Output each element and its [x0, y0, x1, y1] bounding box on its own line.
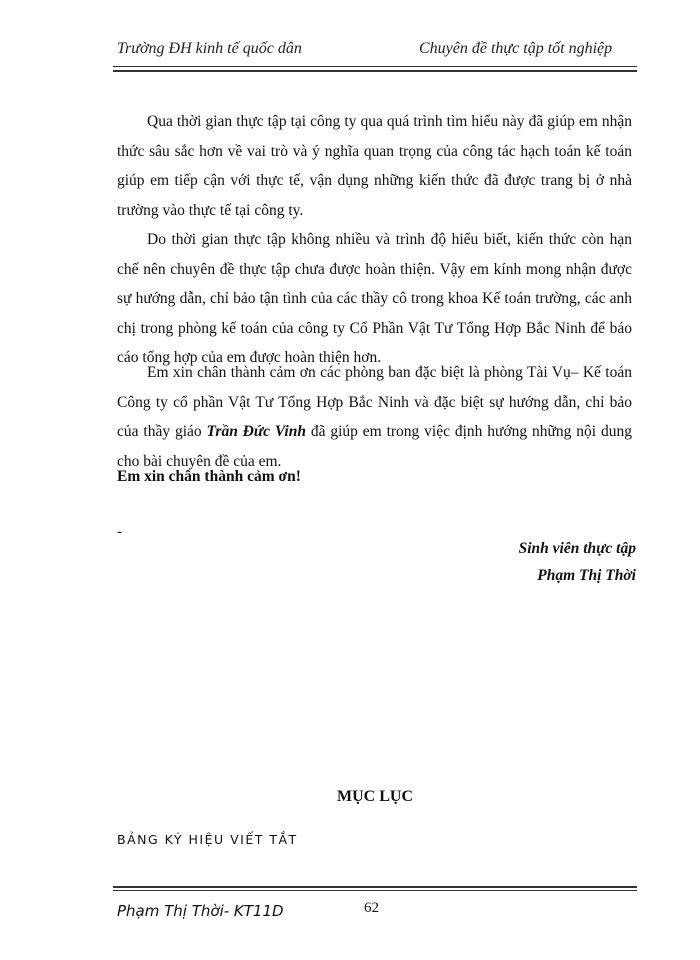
- paragraph-3-start: Em xin chân thành cảm ơn các phòng ban đặc biệt là phòng Tài Vụ– Kế toán Công ty cổ phần Vật Tư Tổng Hợp Bắc Ninh và đặc biệt sự hướng dẫn, chỉ bảo của thầy giáo: [117, 364, 632, 440]
- supervisor-name: Trần Đức Vinh: [206, 423, 306, 440]
- dash-mark: -: [117, 524, 122, 540]
- footer-author: Phạm Thị Thời- KT11D: [117, 902, 284, 920]
- paragraph-2: Do thời gian thực tập không nhiều và trình độ hiểu biết, kiến thức còn hạn chế nên chuyên đề thực tập chưa được hoàn thiện. Vậy em kính mong nhận được sự hướng dẫn, chỉ bảo tận tình của các thầy cô trong khoa Kế toán trường, các anh chị trong phòng kế toán của công ty Cổ Phần Vật Tư Tổng Hợp Bắc Ninh để báo cáo tổng hợp của em được hoàn thiện hơn.: [117, 231, 632, 366]
- toc-item: BẢNG KÝ HIỆU VIẾT TẮT: [117, 832, 298, 847]
- signature-role: Sinh viên thực tập: [518, 540, 636, 557]
- toc-title: MỤC LỤC: [337, 788, 413, 805]
- paragraph-1: Qua thời gian thực tập tại công ty qua quá trình tìm hiểu này đã giúp em nhận thức sâu sắc hơn về vai trò và ý nghĩa quan trọng của công tác hạch toán kế toán giúp em tiếp cận với thực tế, vận dụng những kiến thức đã được trang bị ở nhà trường vào thực tế tại công ty.: [117, 113, 632, 219]
- footer-rule-thin: [113, 890, 637, 891]
- header-rule-thick: [113, 70, 637, 72]
- header-rule-thin: [113, 66, 637, 67]
- paragraph-3-end: đã giúp em trong việc định hướng những nội dung cho bài chuyên đề của em.: [117, 423, 632, 470]
- header-document-type: Chuyên đề thực tập tốt nghiệp: [419, 40, 613, 57]
- header-university: Trường ĐH kinh tế quốc dân: [117, 40, 302, 57]
- signature-name: Phạm Thị Thời: [537, 567, 636, 584]
- footer-rule-thick: [113, 886, 637, 888]
- paragraph-3: [117, 358, 632, 476]
- closing-thanks: Em xin chân thành cảm ơn!: [117, 468, 301, 485]
- page-number: 62: [364, 900, 379, 916]
